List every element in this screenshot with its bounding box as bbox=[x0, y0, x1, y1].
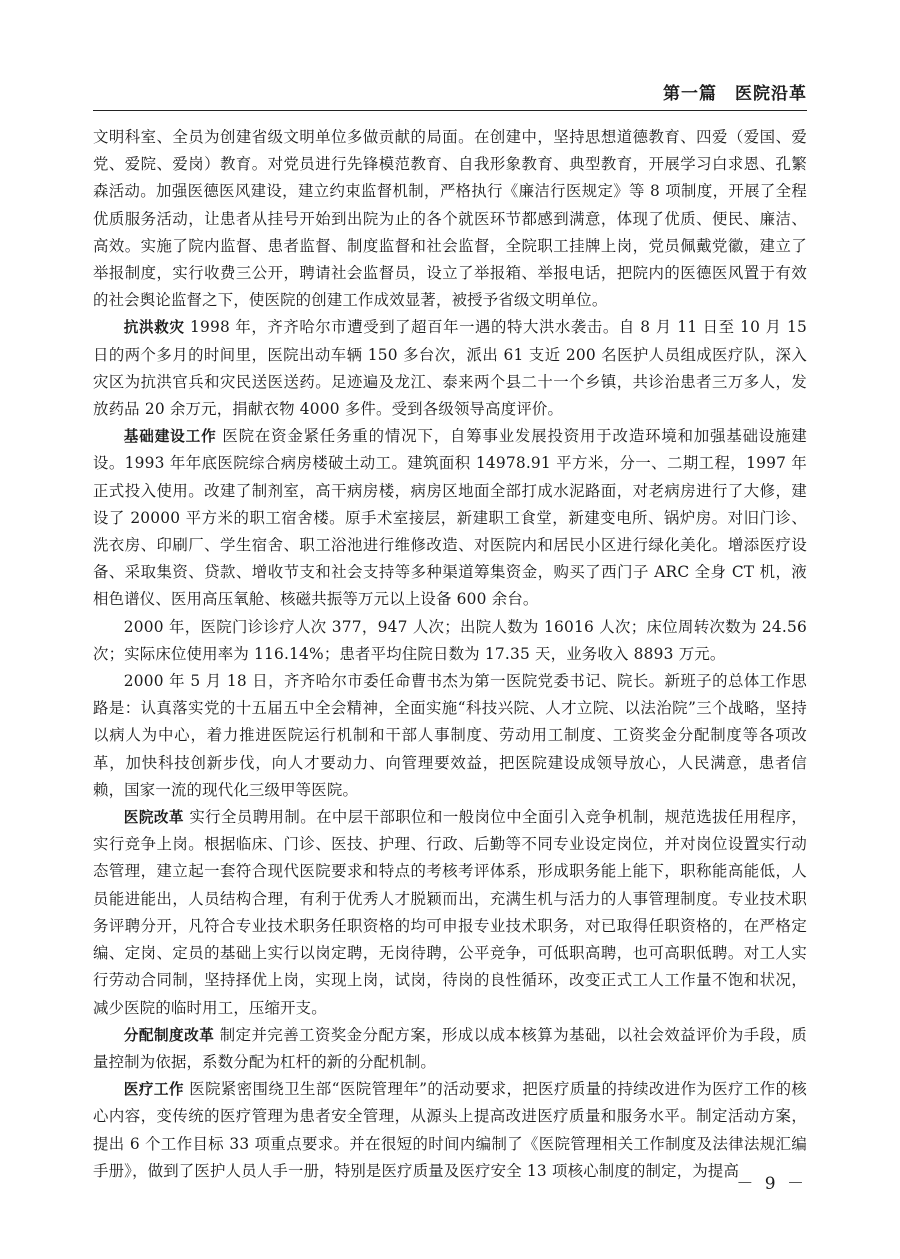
paragraph-text: 2000 年，医院门诊诊疗人次 377，947 人次；出院人数为 16016 人次；床位周转次数为 24.56 次；实际床位使用率为 116.14%；患者平均住院日数为 17.35 天，业务收入 8893 万元。 bbox=[93, 617, 807, 663]
paragraph-statistics-2000 bbox=[93, 614, 807, 668]
paragraph-text: 实行全员聘用制。在中层干部职位和一般岗位中全面引入竞争机制，规范选拔任用程序，实行竞争上岗。根据临床、门诊、医技、护理、行政、后勤等不同专业设定岗位，并对岗位设置实行动态管理，建立起一套符合现代医院要求和特点的考核考评体系，形成职务能上能下，职称能高能低，人员能进能出，人员结构合理，有利于优秀人才脱颖而出，充满生机与活力的人事管理制度。专业技术职务评聘分开，凡符合专业技术职务任职资格的均可申报专业技术职务，对已取得任职资格的，在严格定编、定岗、定员的基础上实行以岗定聘，无岗待聘，公平竞争，可低职高聘，也可高职低聘。对工人实行劳动合同制，坚持择优上岗，实现上岗，试岗，待岗的良性循环，改变正式工人工作量不饱和状况，减少医院的临时用工，压缩开支。 bbox=[93, 808, 807, 1017]
paragraph-text: 2000 年 5 月 18 日，齐齐哈尔市委任命曹书杰为第一医院党委书记、院长。新班子的总体工作思路是：认真落实党的十五届五中全会精神，全面实施“科技兴院、人才立院、以法治院”三个战略，坚持以病人为中心，着力推进医院运行机制和干部人事制度、劳动用工制度、工资奖金分配制度等各项改革，加快科技创新步伐，向人才要动力、向管理要效益，把医院建设成领导放心，人民满意，患者信赖，国家一流的现代化三级甲等医院。 bbox=[93, 672, 807, 799]
paragraph-flood-relief bbox=[93, 314, 807, 423]
paragraph-text: 医院紧密围绕卫生部“医院管理年”的活动要求，把医疗质量的持续改进作为医疗工作的核心内容，变传统的医疗管理为患者安全管理，从源头上提高改进医疗质量和服务水平。制定活动方案，提出 6 个工作目标 33 项重点要求。并在很短的时间内编制了《医院管理相关工作制度及法律法规汇编手册》，做到了医护人员人手一册，特别是医疗质量及医疗安全 13 项核心制度的制定，为提高 bbox=[93, 1080, 807, 1180]
paragraph-distribution-reform bbox=[93, 1022, 807, 1076]
body-text bbox=[93, 124, 807, 1185]
section-title: 第一篇 医院沿革 bbox=[663, 84, 807, 104]
paragraph-infrastructure bbox=[93, 423, 807, 613]
paragraph-text: 医院在资金紧任务重的情况下，自筹事业发展投资用于改造环境和加强基础设施建设。1993 年年底医院综合病房楼破土动工。建筑面积 14978.91 平方米，分一、二期工程，1997 年正式投入使用。改建了制剂室，高干病房楼，病房区地面全部打成水泥路面，对老病房进行了大修，建设了 20000 平方米的职工宿舍楼。原手术室接层，新建职工食堂，新建变电所、锅炉房。对旧门诊、洗衣房、印刷厂、学生宿舍、职工浴池进行维修改造、对医院内和居民小区进行绿化美化。增添医疗设备、采取集资、贷款、增收节支和社会支持等多种渠道筹集资金，购买了西门子 ARC 全身 CT 机，液相色谱仪、医用高压氧舱、核磁共振等万元以上设备 600 余台。 bbox=[93, 427, 808, 609]
running-header bbox=[93, 84, 807, 111]
paragraph-hospital-reform bbox=[93, 804, 807, 1022]
paragraph-text: 文明科室、全员为创建省级文明单位多做贡献的局面。在创建中，坚持思想道德教育、四爱（爱国、爱党、爱院、爱岗）教育。对党员进行先锋模范教育、自我形象教育、典型教育，开展学习白求恩、孔繁森活动。加强医德医风建设，建立约束监督机制，严格执行《廉洁行医规定》等 8 项制度，开展了全程优质服务活动，让患者从挂号开始到出院为止的各个就医环节都感到满意，体现了优质、便民、廉洁、高效。实施了院内监督、患者监督、制度监督和社会监督，全院职工挂牌上岗，党员佩戴党徽，建立了举报制度，实行收费三公开，聘请社会监督员，设立了举报箱、举报电话，把院内的医德医风置于有效的社会舆论监督之下，使医院的创建工作成效显著，被授予省级文明单位。 bbox=[93, 128, 807, 310]
paragraph-text: 1998 年，齐齐哈尔市遭受到了超百年一遇的特大洪水袭击。自 8 月 11 日至 10 月 15 日的两个多月的时间里，医院出动车辆 150 多台次，派出 61 支近 200 名医护人员组成医疗队，深入灾区为抗洪官兵和灾民送医送药。足迹遍及龙江、泰来两个县二十一个乡镇，共诊治患者三万多人，发放药品 20 余万元，捐献衣物 4000 多件。受到各级领导高度评价。 bbox=[93, 318, 807, 419]
paragraph-heading: 医院改革 bbox=[123, 809, 184, 827]
paragraph-medical-work bbox=[93, 1076, 807, 1185]
paragraph-heading: 分配制度改革 bbox=[123, 1026, 215, 1044]
paragraph-leadership bbox=[93, 668, 807, 804]
paragraph-heading: 基础建设工作 bbox=[123, 428, 217, 446]
paragraph-civilization bbox=[93, 124, 807, 314]
paragraph-text: 制定并完善工资奖金分配方案，形成以成本核算为基础，以社会效益评价为手段，质量控制为依据，系数分配为杠杆的新的分配机制。 bbox=[93, 1025, 808, 1071]
paragraph-heading: 抗洪救灾 bbox=[123, 319, 185, 337]
page-number: － 9 － bbox=[736, 1174, 807, 1194]
paragraph-heading: 医疗工作 bbox=[123, 1081, 184, 1099]
